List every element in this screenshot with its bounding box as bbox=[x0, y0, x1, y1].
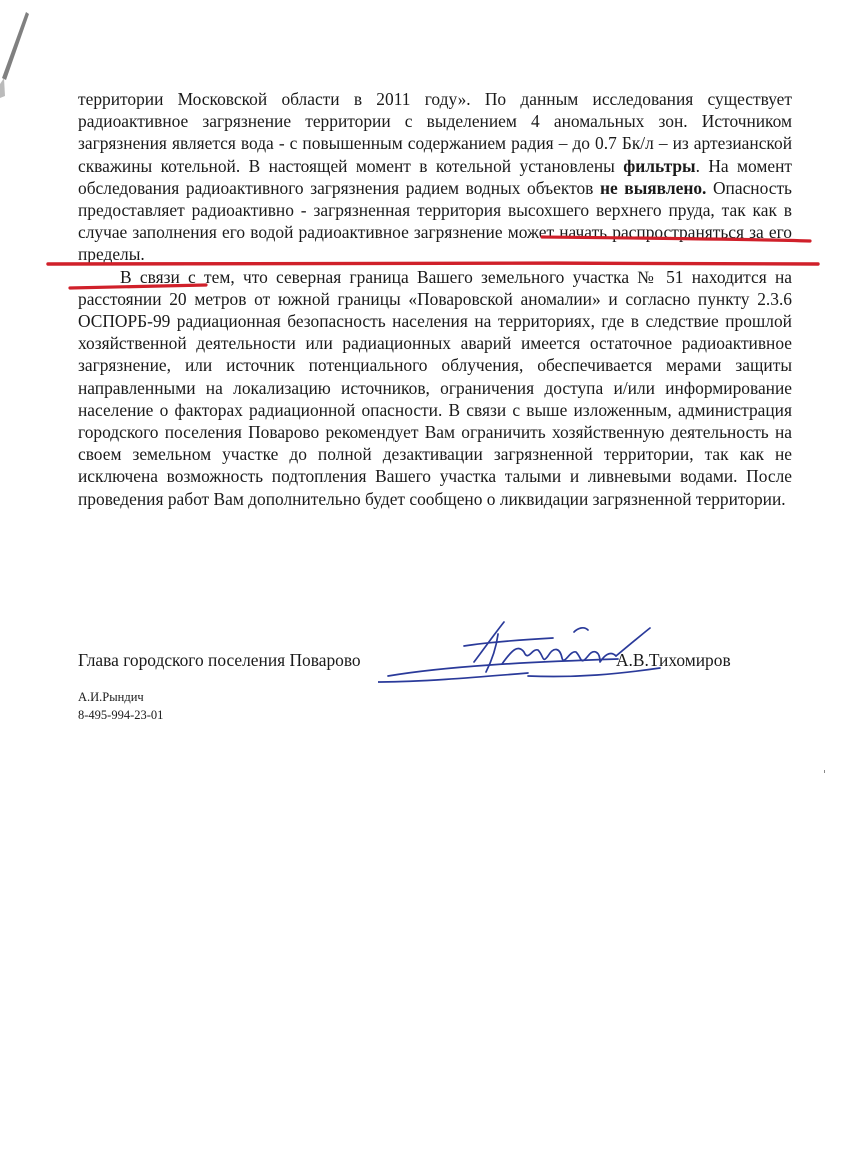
letter-body bbox=[78, 88, 792, 510]
executor-phone: 8-495-994-23-01 bbox=[78, 708, 164, 722]
bold-not-detected: не выявлено. bbox=[599, 177, 707, 198]
executor-name: А.И.Рындич bbox=[78, 690, 144, 704]
bold-filters: фильтры bbox=[623, 155, 696, 176]
paragraph-1: территории Московской области в 2011 году». По данным исследования существует радиоактивное загрязнение территории с выделением 4 аномальных зон. Источником загрязнения является вода - с повышенным содержанием радия – до 0.7 Бк/л – из артезианской скважины котельной. В настоящей момент в котельной установлены фильтры. На момент обследования радиоактивного загрязнения радием водных объектов не выявлено. Опасность предоставляет радиоактивно - загрязненная территория высохшего верхнего пруда, так как в случае заполнения его водой радиоактивное загрязнение может начать распространяться за его пределы. bbox=[78, 89, 793, 265]
signature-block bbox=[78, 650, 792, 690]
signatory-title: Глава городского поселения Поварово bbox=[78, 650, 361, 670]
scan-dot bbox=[824, 770, 825, 773]
signatory-name: А.В.Тихомиров bbox=[616, 650, 731, 670]
scan-edge-mark bbox=[0, 0, 40, 100]
executor-block bbox=[78, 688, 163, 724]
paragraph-2: В связи с тем, что северная граница Вашего земельного участка № 51 находится на расстоянии 20 метров от южной границы «Поваровской аномалии» и согласно пункту 2.3.6 ОСПОРБ-99 радиационная безопасность населения на территориях, где в следствие прошлой хозяйственной деятельности или радиационных аварий имеется остаточное радиоактивное загрязнение, или источник потенциального облучения, обеспечивается мерами защиты направленными на локализацию источников, ограничения доступа и/или информирование население о факторах радиационной опасности. В связи с выше изложенным, администрация городского поселения Поварово рекомендует Вам ограничить хозяйственную деятельность на своем земельном участке до полной дезактивации загрязненной территории, так как не исключена возможность подтопления Вашего участка талыми и ливневыми водами. После проведения работ Вам дополнительно будет сообщено о ликвидации загрязненной территории. bbox=[78, 266, 792, 509]
